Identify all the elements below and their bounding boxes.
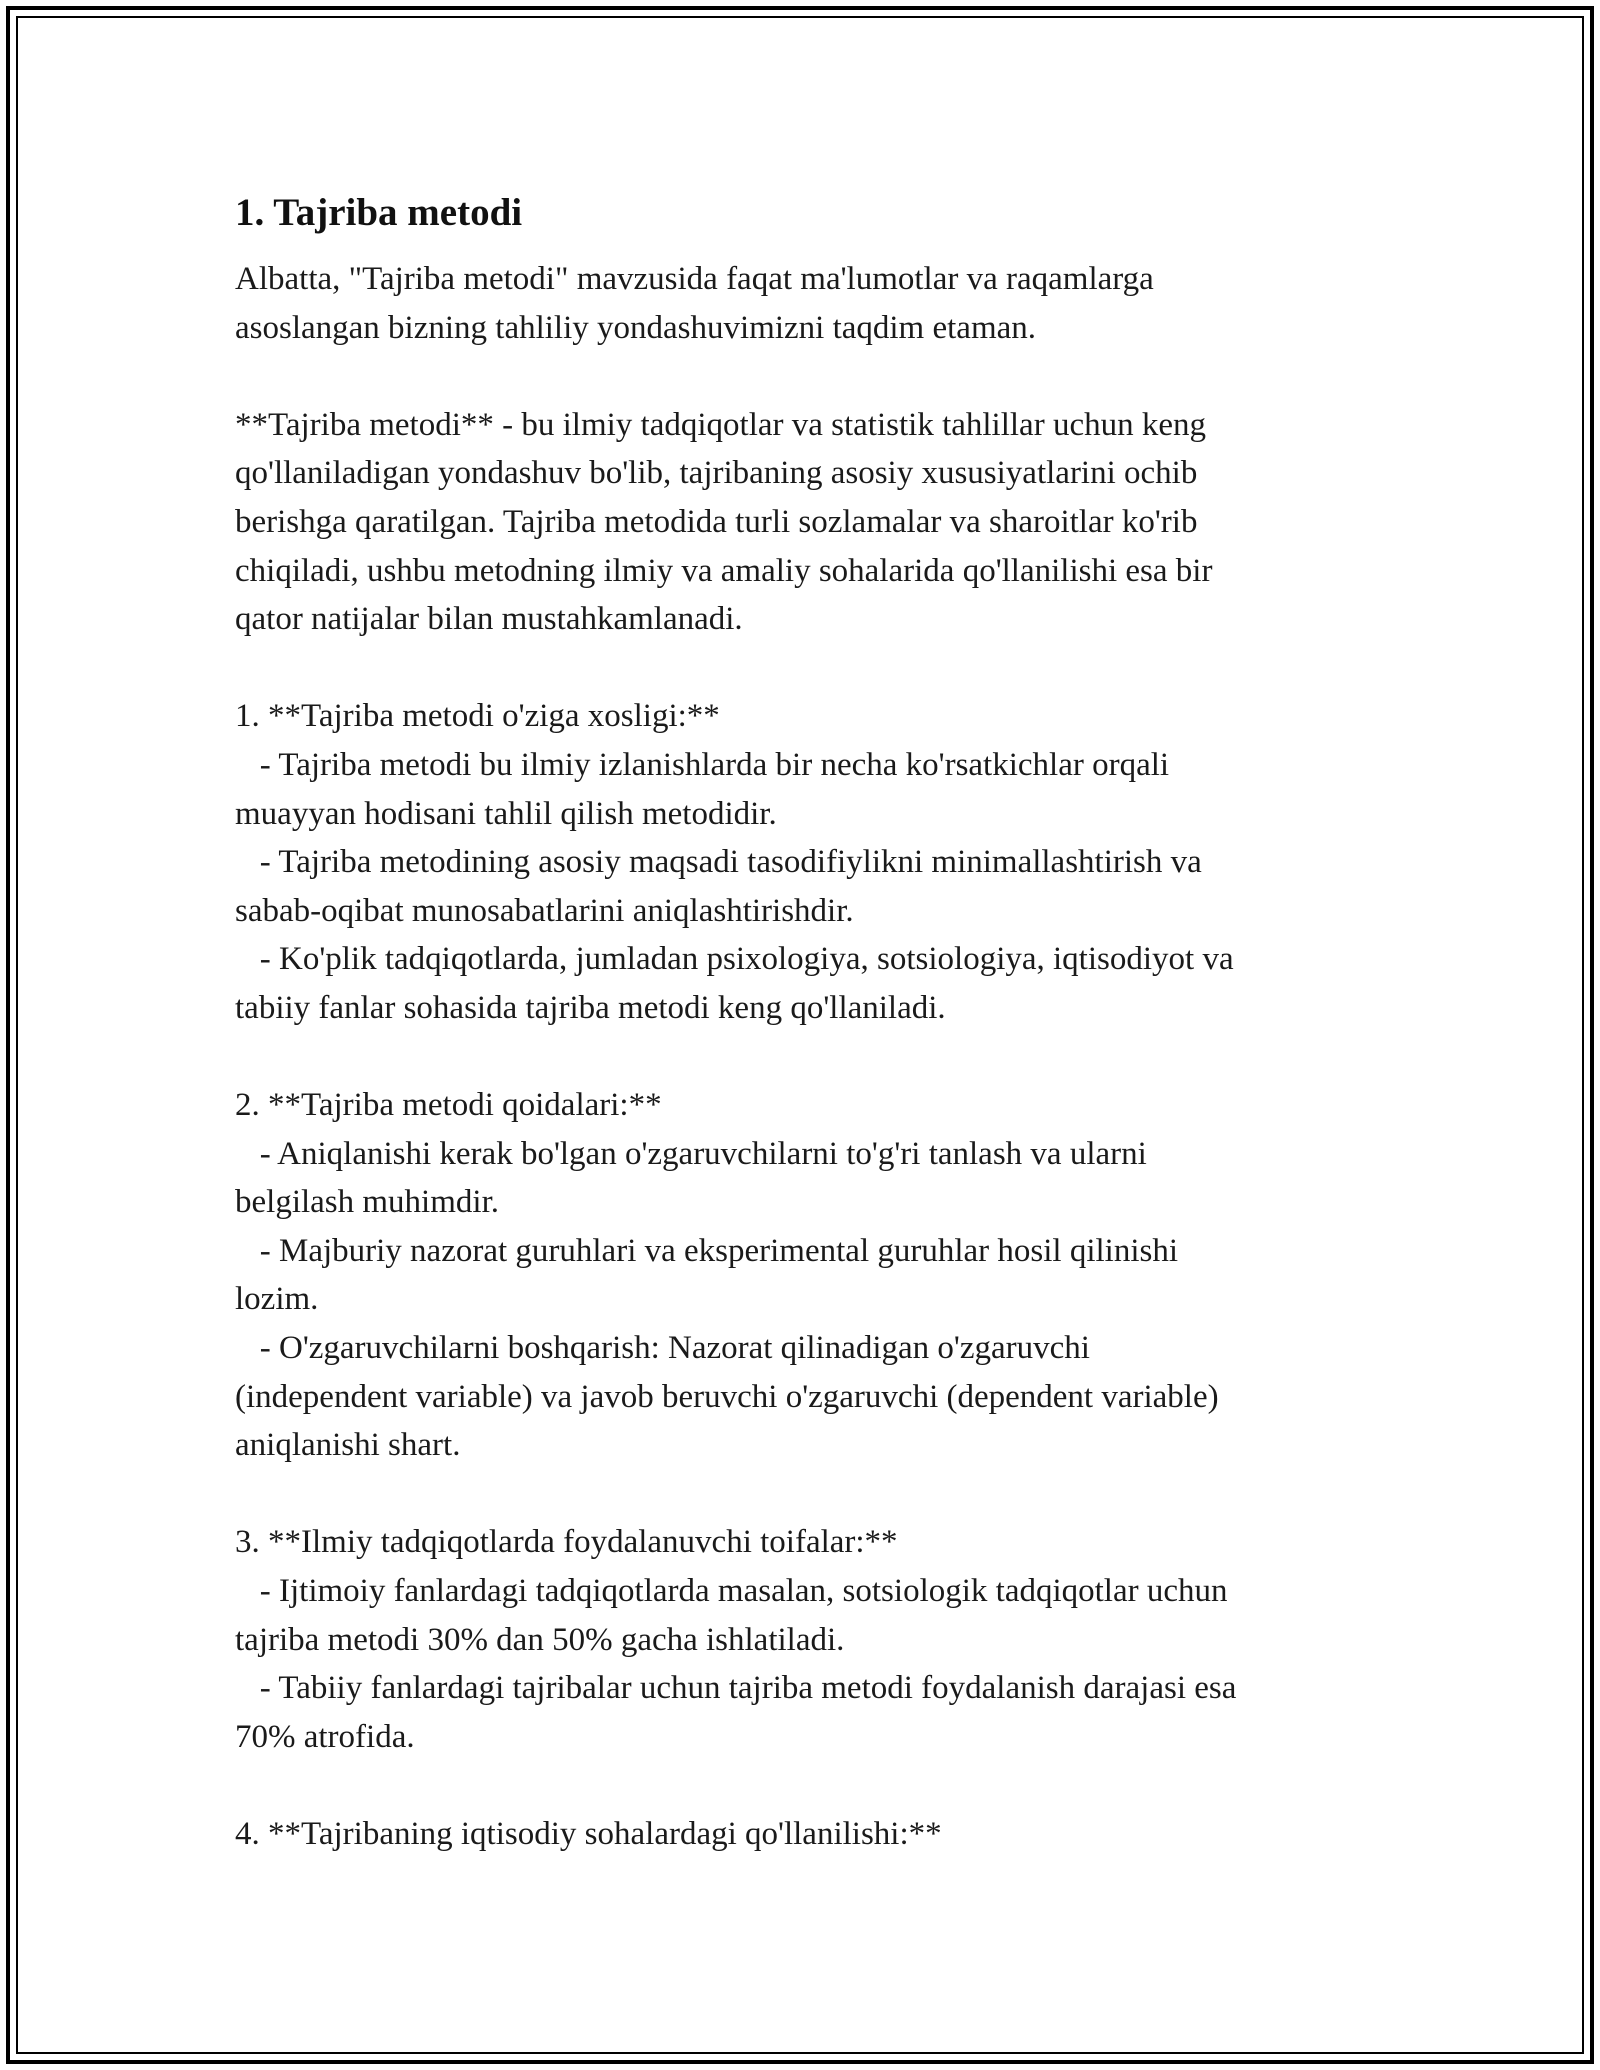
- text-line: tajriba metodi 30% dan 50% gacha ishlatiladi.: [235, 1621, 845, 1658]
- list-item: - Tajriba metodi bu ilmiy izlanishlarda bir necha ko'rsatkichlar orqali: [235, 746, 1170, 783]
- text-line: belgilash muhimdir.: [235, 1184, 499, 1221]
- paragraph-spacer: [235, 352, 1365, 401]
- text-line: **Tajriba metodi** - bu ilmiy tadqiqotlar va statistik tahlillar uchun keng: [235, 406, 1206, 443]
- text-line: asoslangan bizning tahliliy yondashuvimizni taqdim etaman.: [235, 309, 1037, 346]
- text-line: qo'llaniladigan yondashuv bo'lib, tajribaning asosiy xususiyatlarini ochib: [235, 455, 1198, 492]
- text-line: aniqlanishi shart.: [235, 1427, 461, 1464]
- text-line: berishga qaratilgan. Tajriba metodida turli sozlamalar va sharoitlar ko'rib: [235, 503, 1198, 540]
- list-item: - Aniqlanishi kerak bo'lgan o'zgaruvchilarni to'g'ri tanlash va ularni: [235, 1135, 1147, 1172]
- text-line: Albatta, "Tajriba metodi" mavzusida faqat ma'lumotlar va raqamlarga: [235, 261, 1154, 297]
- text-line: 70% atrofida.: [235, 1718, 415, 1755]
- document-body: [235, 185, 1365, 1859]
- text-line: muayyan hodisani tahlil qilish metodidir.: [235, 795, 777, 832]
- intro-paragraph: [235, 255, 1365, 352]
- text-line: qator natijalar bilan mustahkamlanadi.: [235, 601, 743, 638]
- document-heading: 1. Tajriba metodi: [235, 191, 523, 234]
- list-item: - Tajriba metodining asosiy maqsadi tasodifiylikni minimallashtirish va: [235, 844, 1202, 881]
- paragraph-spacer: [235, 1033, 1365, 1082]
- text-line: tabiiy fanlar sohasida tajriba metodi keng qo'llaniladi.: [235, 989, 946, 1026]
- section-4: [235, 1810, 1365, 1859]
- text-line: (independent variable) va javob beruvchi o'zgaruvchi (dependent variable): [235, 1378, 1219, 1415]
- text-line: chiqiladi, ushbu metodning ilmiy va amaliy sohalarida qo'llanilishi esa bir: [235, 552, 1213, 589]
- list-item: - Majburiy nazorat guruhlari va eksperimental guruhlar hosil qilinishi: [235, 1232, 1179, 1269]
- section-1: [235, 692, 1365, 1032]
- definition-paragraph: [235, 401, 1365, 644]
- paragraph-spacer: [235, 1470, 1365, 1519]
- text-line: sabab-oqibat munosabatlarini aniqlashtirishdir.: [235, 892, 854, 929]
- list-item: - Ijtimoiy fanlardagi tadqiqotlarda masalan, sotsiologik tadqiqotlar uchun: [235, 1573, 1228, 1610]
- section-2: [235, 1081, 1365, 1470]
- section-title: 3. **Ilmiy tadqiqotlarda foydalanuvchi toifalar:**: [235, 1524, 898, 1561]
- section-3: [235, 1518, 1365, 1761]
- paragraph-spacer: [235, 644, 1365, 693]
- section-title: 4. **Tajribaning iqtisodiy sohalardagi qo'llanilishi:**: [235, 1816, 942, 1852]
- section-title: 2. **Tajriba metodi qoidalari:**: [235, 1087, 662, 1124]
- section-title: 1. **Tajriba metodi o'ziga xosligi:**: [235, 698, 720, 735]
- list-item: - Ko'plik tadqiqotlarda, jumladan psixologiya, sotsiologiya, iqtisodiyot va: [235, 941, 1234, 978]
- text-line: lozim.: [235, 1281, 319, 1318]
- list-item: - Tabiiy fanlardagi tajribalar uchun tajriba metodi foydalanish darajasi esa: [235, 1670, 1237, 1707]
- list-item: - O'zgaruvchilarni boshqarish: Nazorat qilinadigan o'zgaruvchi: [235, 1330, 1090, 1367]
- paragraph-spacer: [235, 1761, 1365, 1810]
